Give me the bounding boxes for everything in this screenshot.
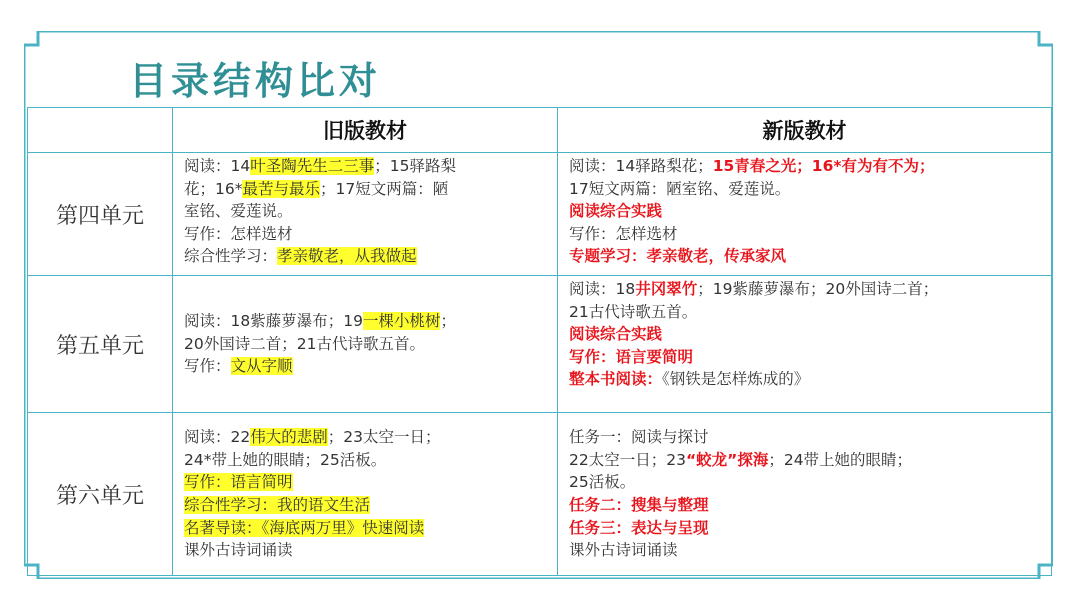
comparison-table <box>27 107 1052 576</box>
header-empty <box>28 108 173 153</box>
page-title: 目录结构比对 <box>129 59 382 103</box>
new-content: 阅读：14驿路梨花；15青春之光；16*有为有不为； 17短文两篇：陋室铭、爱莲说。 阅读综合实践 写作：怎样选材 专题学习：孝亲敬老，传承家风 <box>558 153 1052 276</box>
unit-label: 第六单元 <box>28 413 173 576</box>
new-content: 任务一：阅读与探讨 22太空一日；23“蛟龙”探海；24带上她的眼睛； 25活板。 任务二：搜集与整理 任务三：表达与呈现 课外古诗词诵读 <box>558 413 1052 576</box>
old-content: 阅读：18紫藤萝瀑布；19一棵小桃树； 20外国诗二首；21古代诗歌五首。 写作：文从字顺 <box>173 276 558 413</box>
unit-label: 第四单元 <box>28 153 173 276</box>
header-new: 新版教材 <box>558 108 1052 153</box>
table-row <box>28 413 1052 576</box>
unit-label: 第五单元 <box>28 276 173 413</box>
old-content: 阅读：14叶圣陶先生二三事；15驿路梨 花；16*最苦与最乐；17短文两篇：陋 室铭、爱莲说。 写作：怎样选材 综合性学习：孝亲敬老，从我做起 <box>173 153 558 276</box>
table-row <box>28 276 1052 413</box>
header-old: 旧版教材 <box>173 108 558 153</box>
table-row <box>28 153 1052 276</box>
new-content: 阅读：18井冈翠竹；19紫藤萝瀑布；20外国诗二首； 21古代诗歌五首。 阅读综合实践 写作：语言要简明 整本书阅读：《钢铁是怎样炼成的》 <box>558 276 1052 413</box>
old-content: 阅读：22伟大的悲剧；23太空一日； 24*带上她的眼睛；25活板。 写作：语言简明 综合性学习：我的语文生活 名著导读：《海底两万里》快速阅读 课外古诗词诵读 <box>173 413 558 576</box>
header-row <box>28 108 1052 153</box>
